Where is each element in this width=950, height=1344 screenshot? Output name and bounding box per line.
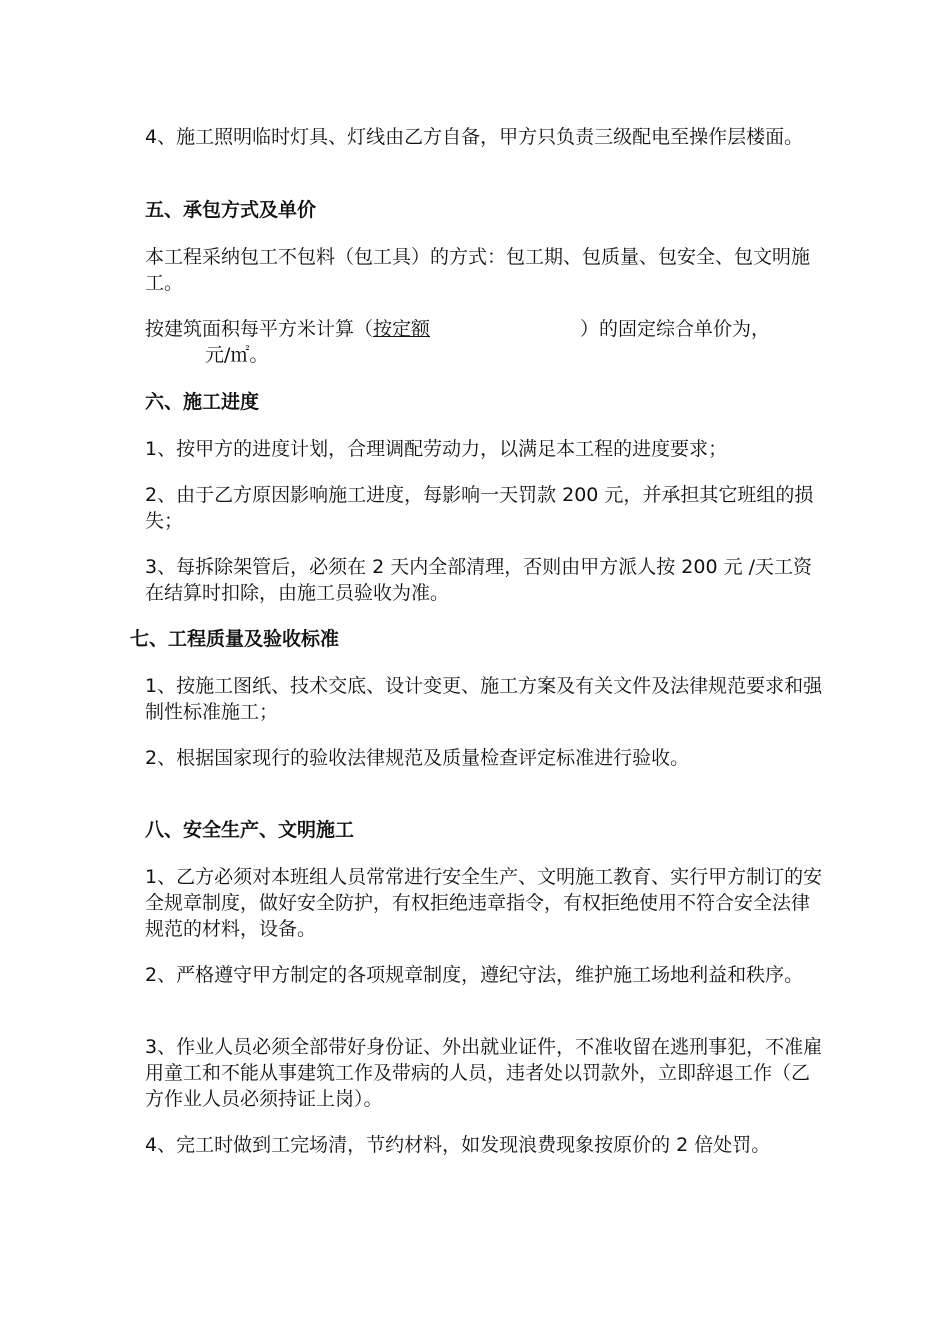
price-text-b: ）的固定综合单价为， [580, 318, 771, 340]
paragraph-4-1: 4、施工照明临时灯具、灯线由乙方自备，甲方只负责三级配电至操作层楼面。 [145, 126, 804, 148]
heading-section-5: 五、承包方式及单价 [145, 199, 317, 221]
paragraph-6-2: 2、由于乙方原因影响施工进度，每影响一天罚款 200 元，并承担其它班组的损失； [145, 484, 814, 532]
price-unit: 元/㎡。 [205, 344, 269, 366]
heading-section-8: 八、安全生产、文明施工 [145, 819, 355, 841]
heading-section-7: 七、工程质量及验收标准 [130, 628, 340, 650]
paragraph-8-1: 1、乙方必须对本班组人员常常进行安全生产、文明施工教育、实行甲方制订的安全规章制度，做好安全防护，有权拒绝违章指令，有权拒绝使用不符合安全法律规范的材料，设备。 [145, 866, 823, 940]
paragraph-8-3: 3、作业人员必须全部带好身份证、外出就业证件，不准收留在逃刑事犯，不准雇用童工和不能从事建筑工作及带病的人员，违者处以罚款外，立即辞退工作（乙方作业人员必须持证上岗）。 [145, 1036, 823, 1110]
price-text-a: 按建筑面积每平方米计算（ [145, 318, 374, 340]
paragraph-5-1: 本工程采纳包工不包料（包工具）的方式：包工期、包质量、包安全、包文明施工。 [145, 246, 811, 294]
paragraph-7-1: 1、按施工图纸、技术交底、设计变更、施工方案及有关文件及法律规范要求和强制性标准施工； [145, 675, 823, 723]
paragraph-8-2: 2、严格遵守甲方制定的各项规章制度，遵纪守法，维护施工场地利益和秩序。 [145, 964, 804, 986]
paragraph-6-1: 1、按甲方的进度计划，合理调配劳动力，以满足本工程的进度要求； [145, 438, 728, 460]
paragraph-8-4: 4、完工时做到工完场清，节约材料，如发现浪费现象按原价的 2 倍处罚。 [145, 1134, 771, 1156]
paragraph-7-2: 2、根据国家现行的验收法律规范及质量检查评定标准进行验收。 [145, 747, 690, 769]
paragraph-5-2 [145, 316, 825, 368]
quota-underlined: 按定额 [373, 318, 431, 340]
paragraph-6-3: 3、每拆除架管后，必须在 2 天内全部清理，否则由甲方派人按 200 元 /天工资在结算时扣除，由施工员验收为准。 [145, 556, 813, 604]
heading-section-6: 六、施工进度 [145, 391, 260, 413]
